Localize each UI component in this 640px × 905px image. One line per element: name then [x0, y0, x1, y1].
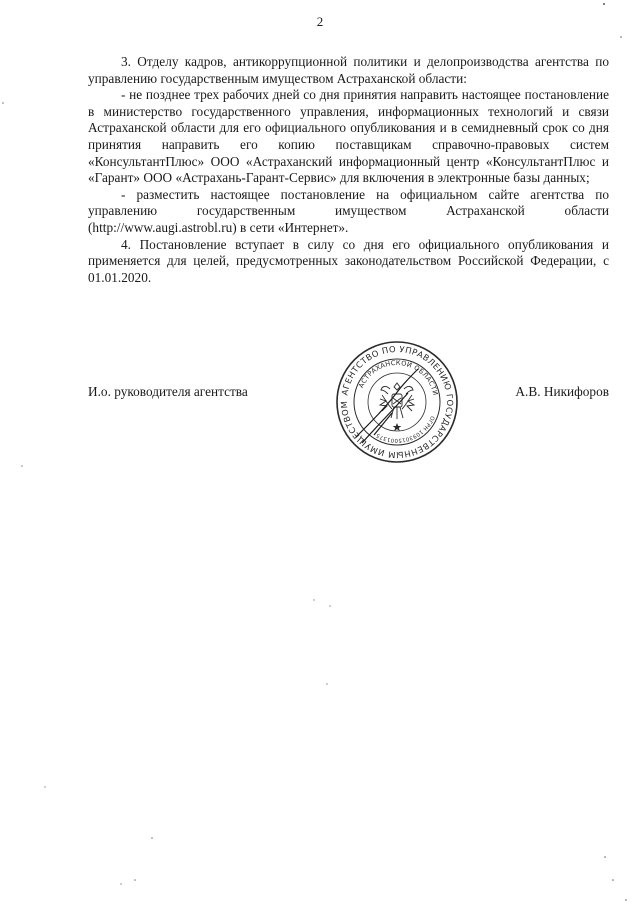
paragraph-3-website: - разместить настоящее постановление на официальном сайте агентства по управлению государственным имуществом Астраханской области (http://www.augi.astrobl.ru) в сети «Интернет».	[88, 186, 609, 235]
seal-inner-text: АСТРАХАНСКОЙ ОБЛАСТИ	[357, 358, 440, 397]
seal-number-text: ОГРН 1093015001375	[375, 414, 436, 444]
paragraph-3-publication: - не позднее трех рабочих дней со дня принятия направить настоящее постановление в министерство государственного управления, информационных технологий и связи Астраханской области для его официального опубликования и в семидневный срок со дня принятия направить его копию поставщикам справочно-правовых систем «КонсультантПлюс» ООО «Астраханский информационный центр «КонсультантПлюс и «Гарант» ООО «Астрахань-Гарант-Сервис» для включения в электронные базы данных;	[88, 87, 609, 186]
double-headed-eagle-icon	[380, 383, 414, 419]
official-seal	[334, 339, 460, 465]
paragraph-4: 4. Постановление вступает в силу со дня его официального опубликования и применяется для целей, предусмотренных законодательством Российской Федерации, с 01.01.2020.	[88, 236, 609, 285]
page-number: 2	[316, 14, 324, 29]
seal-inner-ring	[368, 373, 426, 431]
seal-star-icon	[393, 423, 402, 431]
signatory-position: И.о. руководителя агентства	[88, 384, 248, 399]
paragraph-3: 3. Отделу кадров, антикоррупционной политики и делопроизводства агентства по управлению государственным имуществом Астраханской области:	[88, 54, 609, 86]
document-body	[88, 54, 609, 286]
signatory-name: А.В. Никифоров	[515, 384, 609, 399]
seal-outer-text: АГЕНТСТВО ПО УПРАВЛЕНИЮ ГОСУДАРСТВЕННЫМ ИМУЩЕСТВОМ	[338, 343, 456, 461]
